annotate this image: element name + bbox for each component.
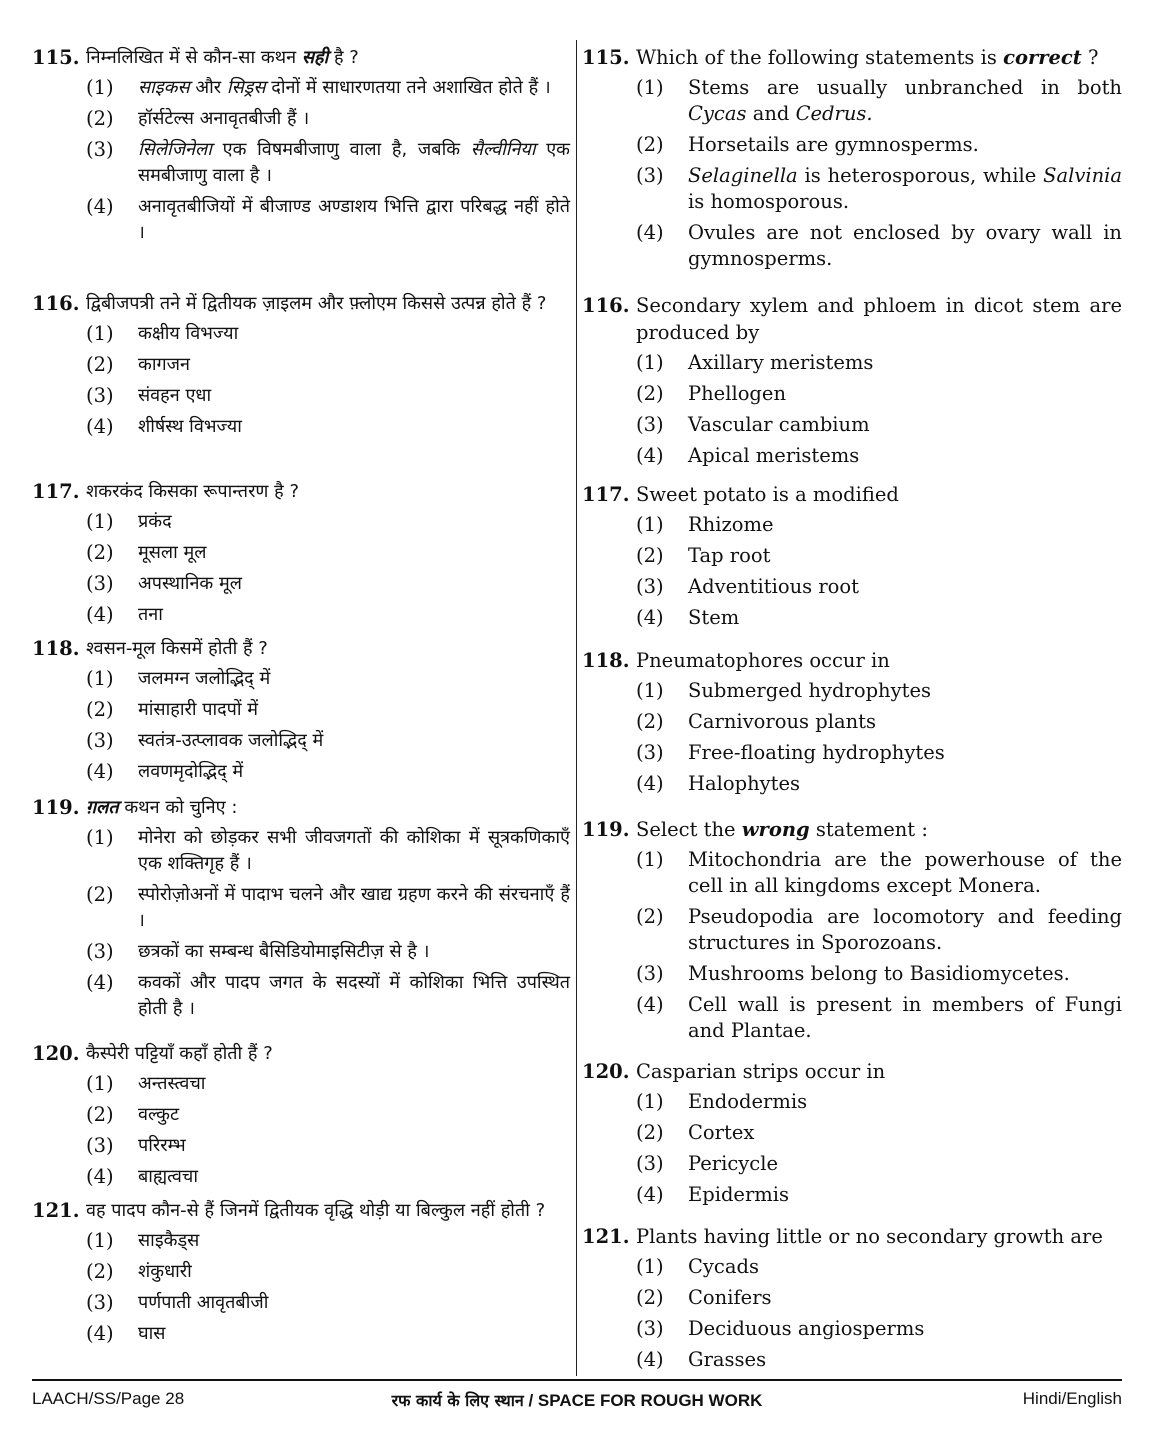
option-1: (1) प्रकंद [86, 510, 172, 533]
language-label: Hindi/English [1022, 1389, 1122, 1408]
option-2: (2) Conifers [636, 1286, 772, 1309]
question-120-hindi [32, 1040, 570, 1195]
question-118-hindi [32, 635, 570, 790]
question-120-english [582, 1058, 1122, 1213]
option-1: (1) मोनेरा को छोड़कर सभी जीवजगतों की कोशिका में सूत्रकणिकाएँ एक शक्तिगृह हैं । [86, 826, 570, 874]
option-3: (3) Adventitious root [636, 575, 859, 598]
question-119-english [582, 816, 1122, 1049]
question-number: 117. [582, 483, 630, 506]
exam-page [32, 40, 1122, 1378]
page-footer [32, 1389, 1122, 1415]
question-number: 121. [32, 1199, 80, 1222]
option-1: (1) Stems are usually unbranched in both Cycas and Cedrus. [636, 76, 1122, 125]
option-2: (2) शंकुधारी [86, 1260, 192, 1283]
option-4: (4) Halophytes [636, 772, 801, 795]
question-number: 120. [32, 1042, 80, 1065]
question-text: निम्नलिखित में से कौन-सा कथन सही है ? [86, 47, 359, 68]
question-text: Which of the following statements is correct ? [636, 46, 1099, 69]
question-text: ग़लत कथन को चुनिए : [86, 797, 238, 818]
question-text: वह पादप कौन-से हैं जिनमें द्वितीयक वृद्धि थोड़ी या बिल्कुल नहीं होती ? [86, 1200, 546, 1221]
option-4: (4) Cell wall is present in members of Fungi and Plantae. [636, 993, 1122, 1042]
question-number: 115. [582, 46, 630, 69]
option-2: (2) Phellogen [636, 382, 787, 405]
question-117-hindi [32, 478, 570, 633]
question-115-hindi [32, 44, 570, 251]
question-116-english [582, 292, 1122, 474]
option-2: (2) Cortex [636, 1121, 755, 1144]
option-2: (2) Pseudopodia are locomotory and feeding structures in Sporozoans. [636, 905, 1122, 954]
option-1: (1) Cycads [636, 1255, 759, 1278]
option-3: (3) Deciduous angiosperms [636, 1317, 925, 1340]
question-119-hindi [32, 794, 570, 1027]
question-number: 117. [32, 480, 80, 503]
option-2: (2) Horsetails are gymnosperms. [636, 133, 979, 156]
option-3: (3) परिरम्भ [86, 1134, 186, 1157]
option-1: (1) Submerged hydrophytes [636, 679, 932, 702]
question-number: 116. [32, 292, 80, 315]
question-text: कैस्पेरी पट्टियाँ कहाँ होती हैं ? [86, 1043, 273, 1064]
option-3: (3) स्वतंत्र-उत्प्लावक जलोद्भिद् में [86, 729, 324, 752]
option-1: (1) अन्तस्त्वचा [86, 1072, 206, 1095]
option-1: (1) Rhizome [636, 513, 774, 536]
option-3: (3) Mushrooms belong to Basidiomycetes. [636, 962, 1070, 985]
option-4: (4) लवणमृदोद्भिद् में [86, 760, 244, 783]
option-2: (2) मांसाहारी पादपों में [86, 698, 259, 721]
question-text: Pneumatophores occur in [636, 649, 890, 672]
question-121-hindi [32, 1197, 570, 1352]
question-text: Secondary xylem and phloem in dicot stem are produced by [636, 294, 1122, 344]
question-text: Sweet potato is a modified [636, 483, 899, 506]
question-number: 118. [582, 649, 630, 672]
option-1: (1) साइकैड्स [86, 1229, 200, 1252]
option-1: (1) जलमग्न जलोद्भिद् में [86, 667, 271, 690]
option-4: (4) घास [86, 1322, 166, 1345]
option-2: (2) Tap root [636, 544, 771, 567]
option-2: (2) मूसला मूल [86, 541, 207, 564]
option-2: (2) वल्कुट [86, 1103, 180, 1126]
page-code: LAACH/SS/Page 28 [32, 1389, 185, 1408]
question-121-english [582, 1223, 1122, 1378]
option-3: (3) छत्रकों का सम्बन्ध बैसिडियोमाइसिटीज़ से है । [86, 940, 430, 963]
option-4: (4) कवकों और पादप जगत के सदस्यों में कोशिका भित्ति उपस्थित होती है । [86, 971, 570, 1019]
option-3: (3) पर्णपाती आवृतबीजी [86, 1291, 269, 1314]
option-2: (2) कागजन [86, 353, 190, 376]
question-text: द्विबीजपत्री तने में द्वितीयक ज़ाइलम और फ़्लोएम किससे उत्पन्न होते हैं ? [86, 293, 547, 314]
question-number: 121. [582, 1225, 630, 1248]
option-3: (3) Pericycle [636, 1152, 778, 1175]
option-2: (2) स्पोरोज़ोअनों में पादाभ चलने और खाद्य ग्रहण करने की संरचनाएँ हैं । [86, 883, 570, 931]
option-4: (4) बाह्यत्वचा [86, 1165, 198, 1188]
question-text: श्वसन-मूल किसमें होती हैं ? [86, 638, 268, 659]
question-115-english [582, 44, 1122, 277]
option-4: (4) Stem [636, 606, 740, 629]
option-4: (4) Epidermis [636, 1183, 790, 1206]
option-1: (1) साइकस और सिड्रस दोनों में साधारणतया तने अशाखित होते हैं । [86, 76, 551, 99]
question-number: 115. [32, 46, 80, 69]
option-4: (4) तना [86, 603, 163, 626]
question-text: शकरकंद किसका रूपान्तरण है ? [86, 481, 299, 502]
question-text: Plants having little or no secondary growth are [636, 1225, 1103, 1248]
question-text: Select the wrong statement : [636, 818, 928, 841]
option-4: (4) Ovules are not enclosed by ovary wall in gymnosperms. [636, 221, 1122, 270]
question-number: 116. [582, 294, 630, 317]
option-1: (1) कक्षीय विभज्या [86, 322, 239, 345]
column-divider [576, 40, 577, 1376]
option-1: (1) Endodermis [636, 1090, 808, 1113]
question-116-hindi [32, 290, 570, 445]
option-3: (3) संवहन एधा [86, 384, 212, 407]
question-118-english [582, 647, 1122, 802]
question-text: Casparian strips occur in [636, 1060, 886, 1083]
question-117-english [582, 481, 1122, 636]
option-2: (2) हॉर्सटेल्स अनावृतबीजी हैं । [86, 107, 310, 130]
question-number: 119. [582, 818, 630, 841]
option-2: (2) Carnivorous plants [636, 710, 876, 733]
option-4: (4) अनावृतबीजियों में बीजाण्ड अण्डाशय भित्ति द्वारा परिबद्ध नहीं होते । [86, 195, 570, 243]
option-3: (3) Selaginella is heterosporous, while Salvinia is homosporous. [636, 164, 1122, 213]
rough-work-label: रफ कार्य के लिए स्थान / SPACE FOR ROUGH WORK [391, 1391, 763, 1410]
option-3: (3) सिलेजिनेला एक विषमबीजाणु वाला है, जबकि सैल्वीनिया एक समबीजाणु वाला है । [86, 138, 570, 186]
question-number: 118. [32, 637, 80, 660]
option-4: (4) Apical meristems [636, 444, 860, 467]
option-1: (1) Mitochondria are the powerhouse of the cell in all kingdoms except Monera. [636, 848, 1122, 897]
option-1: (1) Axillary meristems [636, 351, 874, 374]
footer-rule [32, 1379, 1122, 1381]
option-4: (4) Grasses [636, 1348, 767, 1371]
option-3: (3) Free-floating hydrophytes [636, 741, 945, 764]
question-number: 120. [582, 1060, 630, 1083]
option-3: (3) अपस्थानिक मूल [86, 572, 242, 595]
question-number: 119. [32, 796, 80, 819]
option-4: (4) शीर्षस्थ विभज्या [86, 415, 242, 438]
option-3: (3) Vascular cambium [636, 413, 870, 436]
